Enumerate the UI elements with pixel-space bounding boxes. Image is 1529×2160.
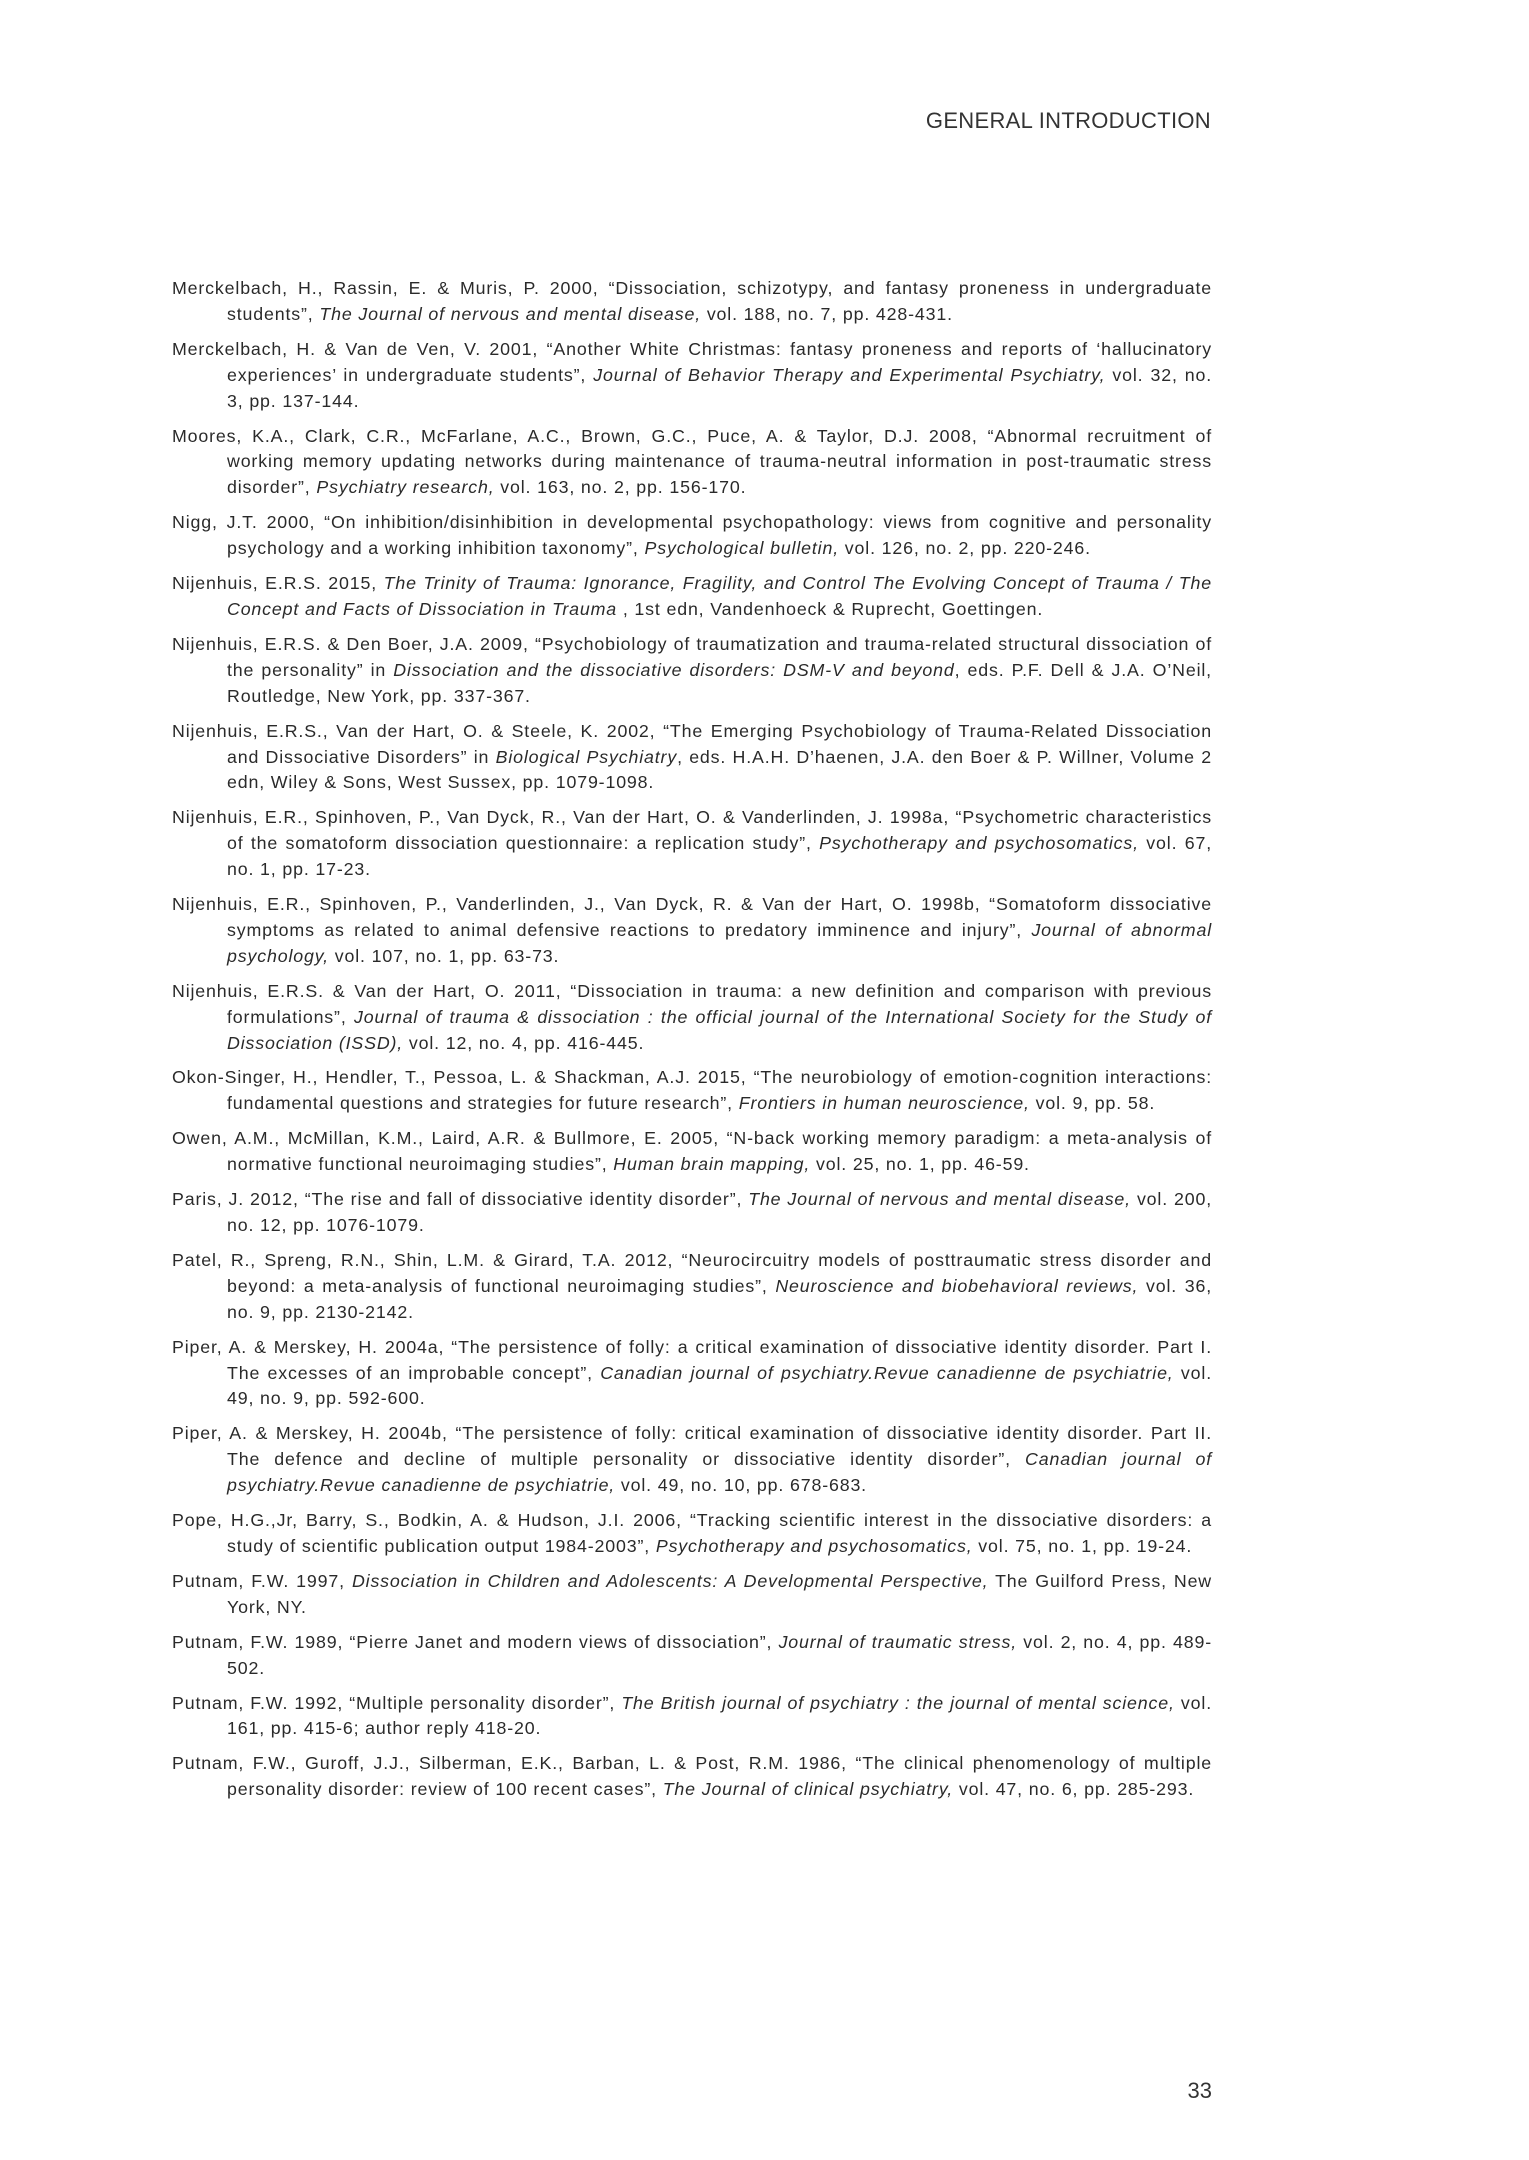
reference-source: Frontiers in human neuroscience, (738, 1093, 1030, 1114)
reference-text: Nigg, J.T. 2000, “On inhibition/disinhibition in developmental psychopathology: views from cognitive and personality psychology and a working inhibition taxonomy”, (172, 512, 1212, 559)
reference-text: Merckelbach, H. & Van de Ven, V. 2001, “Another White Christmas: fantasy proneness and reports of ‘hallucinatory experiences’ in undergraduate students”, (172, 338, 1212, 385)
reference-source: Human brain mapping, (613, 1154, 811, 1175)
reference-details: , eds. H.A.H. D’haenen, J.A. den Boer & P. Willner, Volume 2 edn, Wiley & Sons, West Sussex, pp. 1079-1098. (227, 746, 1212, 793)
reference-details: , eds. P.F. Dell & J.A. O’Neil, Routledge, New York, pp. 337-367. (227, 659, 1212, 706)
reference-entry (172, 892, 1212, 970)
reference-details: vol. 200, no. 12, pp. 1076-1079. (227, 1189, 1212, 1235)
reference-entry (172, 1691, 1212, 1743)
reference-details: vol. 25, no. 1, pp. 46-59. (810, 1154, 1030, 1175)
reference-source: The British journal of psychiatry : the journal of mental science, (621, 1692, 1175, 1713)
reference-details: The Guilford Press, New York, NY. (227, 1570, 1212, 1617)
reference-entry (172, 719, 1212, 797)
reference-entry (172, 805, 1212, 883)
reference-details: vol. 188, no. 7, pp. 428-431. (701, 303, 953, 324)
reference-source: Canadian journal of psychiatry.Revue canadienne de psychiatrie, (600, 1362, 1174, 1383)
reference-details: vol. 32, no. 3, pp. 137-144. (227, 364, 1213, 411)
reference-source: Journal of trauma & dissociation : the official journal of the International Society for the Study of Dissociation (ISSD), (227, 1006, 1212, 1053)
reference-source: Neuroscience and biobehavioral reviews, (775, 1275, 1139, 1296)
reference-details: vol. 2, no. 4, pp. 489-502. (227, 1631, 1212, 1678)
running-header: GENERAL INTRODUCTION (925, 108, 1211, 133)
reference-text: Nijenhuis, E.R.S., Van der Hart, O. & Steele, K. 2002, “The Emerging Psychobiology of Trauma-Related Dissociation and Dissociative Disorders” in (172, 720, 1212, 767)
reference-list (172, 276, 1212, 1812)
reference-details: , 1st edn, Vandenhoeck & Ruprecht, Goettingen. (617, 598, 1044, 619)
reference-source: Dissociation in Children and Adolescents: A Developmental Perspective, (351, 1570, 989, 1591)
reference-entry (172, 1065, 1212, 1117)
reference-entry (172, 1569, 1212, 1621)
reference-entry (172, 1248, 1212, 1326)
reference-text: Okon-Singer, H., Hendler, T., Pessoa, L. & Shackman, A.J. 2015, “The neurobiology of emotion-cognition interactions: fundamental questions and strategies for future research”, (172, 1067, 1212, 1114)
reference-source: Psychiatry research, (316, 477, 495, 498)
reference-text: Putnam, F.W. 1989, “Pierre Janet and modern views of dissociation”, (172, 1631, 779, 1652)
reference-text: Putnam, F.W. 1997, (172, 1570, 352, 1591)
reference-source: The Journal of nervous and mental disease, (748, 1189, 1131, 1210)
reference-text: Nijenhuis, E.R.S. & Van der Hart, O. 2011, “Dissociation in trauma: a new definition and comparison with previous formulations”, (172, 980, 1212, 1027)
reference-text: Putnam, F.W., Guroff, J.J., Silberman, E.K., Barban, L. & Post, R.M. 1986, “The clinical phenomenology of multiple personality disorder: review of 100 recent cases”, (172, 1753, 1212, 1800)
reference-entry (172, 1630, 1212, 1682)
reference-entry (172, 1508, 1212, 1560)
reference-text: Nijenhuis, E.R., Spinhoven, P., Van Dyck, R., Van der Hart, O. & Vanderlinden, J. 1998a, “Psychometric characteristics of the somatoform dissociation questionnaire: a replication study”, (172, 807, 1212, 854)
reference-text: Moores, K.A., Clark, C.R., McFarlane, A.C., Brown, G.C., Puce, A. & Taylor, D.J. 2008, “Abnormal recruitment of working memory updating networks during maintenance of trauma-neutral information in post-traumatic stress disorder”, (172, 425, 1212, 498)
reference-details: vol. 107, no. 1, pp. 63-73. (328, 945, 560, 966)
reference-source: The Journal of nervous and mental disease, (319, 303, 702, 324)
reference-text: Patel, R., Spreng, R.N., Shin, L.M. & Girard, T.A. 2012, “Neurocircuitry models of posttraumatic stress disorder and beyond: a meta-analysis of functional neuroimaging studies”, (172, 1249, 1212, 1296)
reference-details: vol. 49, no. 9, pp. 592-600. (227, 1362, 1212, 1409)
reference-entry (172, 571, 1212, 623)
reference-text: Nijenhuis, E.R.S. 2015, (172, 573, 384, 594)
reference-source: The Journal of clinical psychiatry, (662, 1779, 954, 1800)
reference-entry (172, 632, 1212, 710)
reference-entry (172, 337, 1212, 415)
reference-entry (172, 1751, 1212, 1803)
reference-source: Psychotherapy and psychosomatics, (819, 833, 1139, 854)
reference-text: Pope, H.G.,Jr, Barry, S., Bodkin, A. & Hudson, J.I. 2006, “Tracking scientific interest in the dissociative disorders: a study of scientific publication output 1984-2003”, (172, 1510, 1212, 1556)
reference-text: Owen, A.M., McMillan, K.M., Laird, A.R. & Bullmore, E. 2005, “N-back working memory paradigm: a meta-analysis of normative functional neuroimaging studies”, (172, 1128, 1212, 1175)
reference-details: vol. 75, no. 1, pp. 19-24. (972, 1535, 1193, 1556)
reference-text: Nijenhuis, E.R., Spinhoven, P., Vanderlinden, J., Van Dyck, R. & Van der Hart, O. 1998b, “Somatoform dissociative symptoms as related to animal defensive reactions to predatory imminence and injury”, (172, 894, 1212, 940)
reference-text: Paris, J. 2012, “The rise and fall of dissociative identity disorder”, (172, 1189, 749, 1210)
reference-source: The Trinity of Trauma: Ignorance, Fragility, and Control The Evolving Concept of Trauma / The Concept and Facts of Dissociation in Trauma (227, 573, 1212, 619)
reference-text: Putnam, F.W. 1992, “Multiple personality disorder”, (172, 1692, 622, 1713)
reference-entry (172, 1187, 1212, 1239)
reference-details: vol. 12, no. 4, pp. 416-445. (403, 1032, 645, 1053)
reference-entry (172, 979, 1212, 1057)
reference-entry (172, 1421, 1212, 1499)
reference-source: Biological Psychiatry (495, 746, 678, 767)
reference-details: vol. 67, no. 1, pp. 17-23. (227, 833, 1212, 880)
reference-text: Merckelbach, H., Rassin, E. & Muris, P. 2000, “Dissociation, schizotypy, and fantasy proneness in undergraduate students”, (172, 278, 1212, 324)
reference-details: vol. 47, no. 6, pp. 285-293. (953, 1779, 1195, 1800)
reference-entry (172, 510, 1212, 562)
reference-source: Journal of Behavior Therapy and Experimental Psychiatry, (593, 364, 1106, 385)
reference-details: vol. 49, no. 10, pp. 678-683. (615, 1475, 867, 1496)
reference-text: Piper, A. & Merskey, H. 2004a, “The persistence of folly: a critical examination of dissociative identity disorder. Part I. The excesses of an improbable concept”, (172, 1336, 1212, 1383)
reference-details: vol. 9, pp. 58. (1029, 1093, 1156, 1114)
reference-text: Nijenhuis, E.R.S. & Den Boer, J.A. 2009, “Psychobiology of traumatization and trauma-related structural dissociation of the personality” in (172, 633, 1212, 680)
reference-entry (172, 276, 1212, 328)
reference-details: vol. 163, no. 2, pp. 156-170. (494, 477, 747, 498)
reference-source: Journal of abnormal psychology, (227, 919, 1212, 966)
reference-entry (172, 1126, 1212, 1178)
reference-details: vol. 161, pp. 415-6; author reply 418-20. (227, 1692, 1212, 1739)
reference-details: vol. 36, no. 9, pp. 2130-2142. (227, 1275, 1212, 1322)
reference-source: Journal of traumatic stress, (778, 1631, 1018, 1652)
reference-source: Canadian journal of psychiatry.Revue canadienne de psychiatrie, (227, 1449, 1212, 1496)
reference-entry (172, 424, 1212, 502)
reference-text: Piper, A. & Merskey, H. 2004b, “The persistence of folly: critical examination of dissociative identity disorder. Part II. The defence and decline of multiple personality or dissociative identity disorder”, (172, 1423, 1212, 1470)
reference-details: vol. 126, no. 2, pp. 220-246. (839, 538, 1091, 559)
reference-source: Dissociation and the dissociative disorders: DSM-V and beyond (393, 659, 955, 680)
reference-entry (172, 1335, 1212, 1413)
reference-source: Psychological bulletin, (644, 538, 840, 559)
reference-source: Psychotherapy and psychosomatics, (655, 1535, 973, 1556)
page-number: 33 (1187, 2078, 1212, 2103)
